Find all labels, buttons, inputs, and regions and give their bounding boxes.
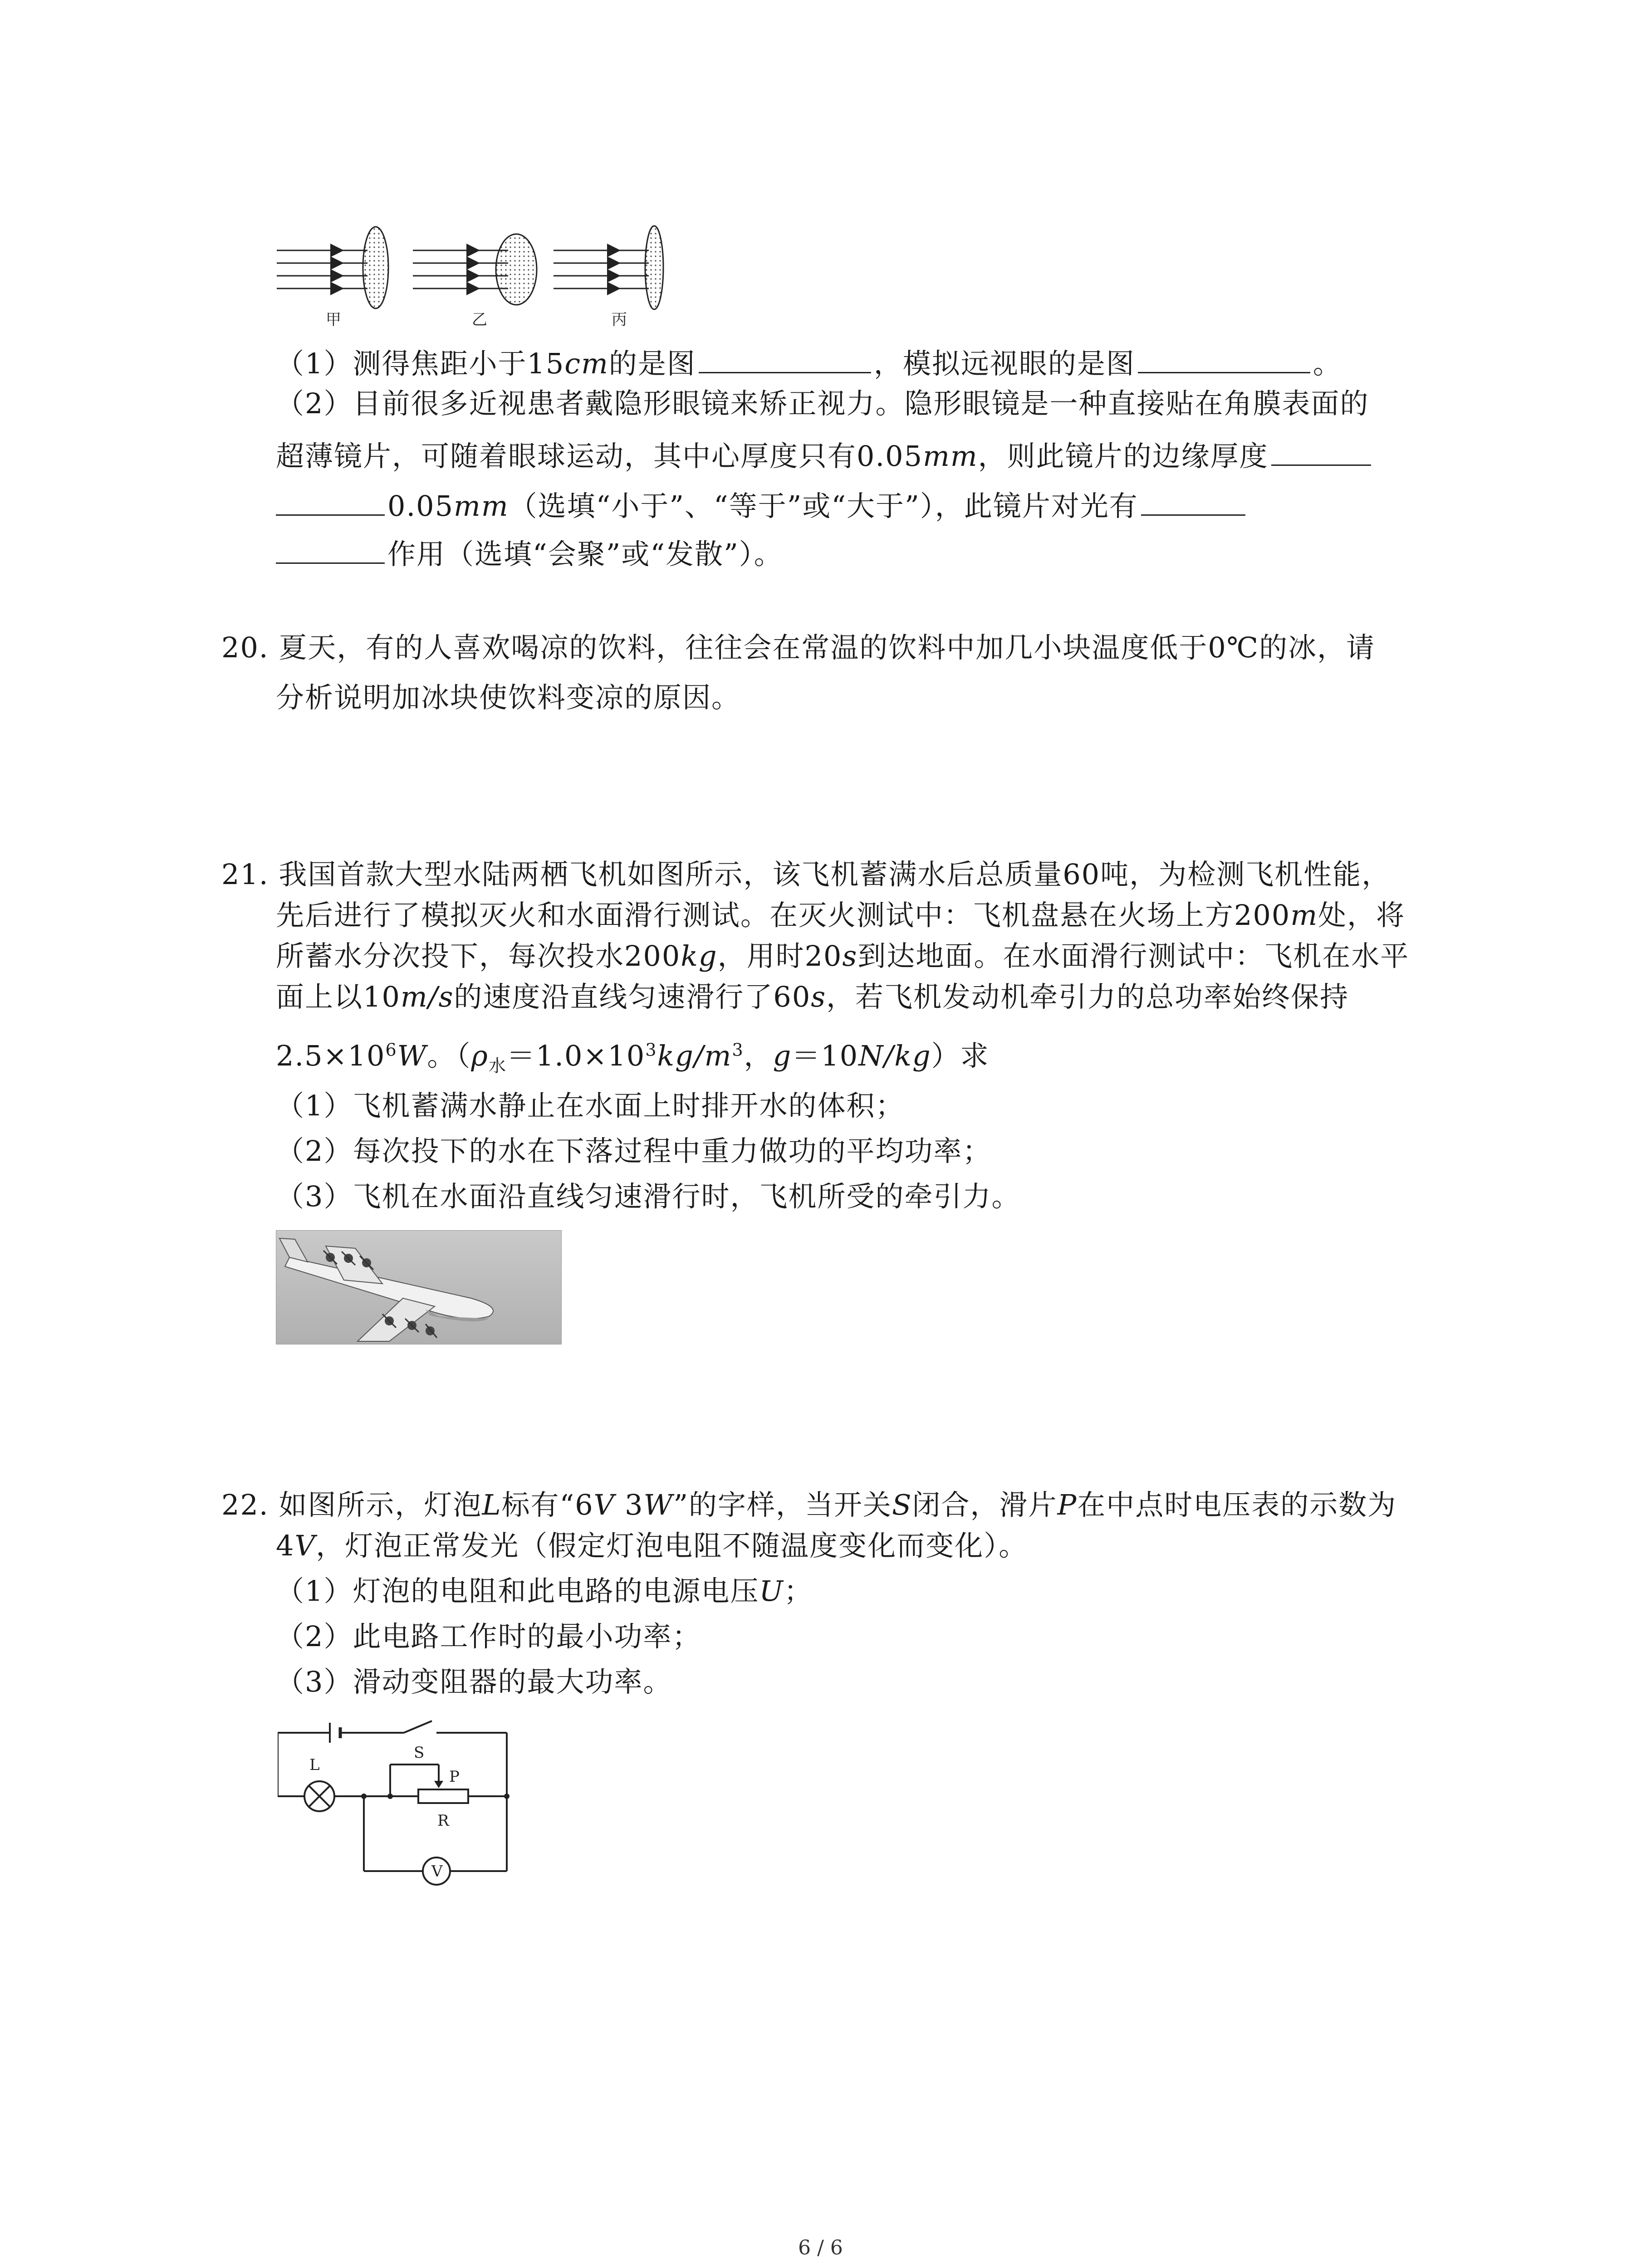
voltmeter-label: V — [431, 1862, 443, 1881]
lens-label-jia: 甲 — [326, 311, 341, 329]
switch-label: S — [414, 1744, 425, 1762]
q19-part2-line2: 超薄镜片，可随着眼球运动，其中心厚度只有0.05mm，则此镜片的边缘厚度 — [276, 433, 1374, 478]
answer-blank[interactable] — [276, 483, 385, 516]
q21-line2: 先后进行了模拟灭火和水面滑行测试。在灭火测试中：飞机盘悬在火场上方200m处，将 — [276, 899, 1406, 932]
q21-line3: 所蓄水分次投下，每次投水200kg，用时20s到达地面。在水面滑行测试中：飞机在水平 — [276, 939, 1410, 973]
q22-part2: （2）此电路工作时的最小功率； — [276, 1620, 701, 1653]
q22-number: 22. — [221, 1488, 269, 1521]
q19-part2-line4: 作用（选填“会聚”或“发散”）。 — [276, 531, 783, 576]
q21-part2: （2）每次投下的水在下落过程中重力做功的平均功率； — [276, 1134, 992, 1168]
circuit-diagram — [278, 1719, 514, 1896]
slider-label: P — [449, 1768, 460, 1786]
slider-arrow — [434, 1781, 443, 1788]
q20-line2: 分析说明加冰块使饮料变凉的原因。 — [276, 681, 741, 714]
answer-blank[interactable] — [1141, 483, 1245, 516]
q21-number: 21. — [221, 858, 269, 891]
page-number: 6 / 6 — [798, 2236, 843, 2259]
answer-blank[interactable] — [276, 531, 385, 564]
q19-part2-line3: 0.05mm（选填“小于”、“等于”或“大于”），此镜片对光有 — [276, 483, 1248, 528]
lens-label-bing: 丙 — [612, 311, 627, 329]
q22-line2: 4V，灯泡正常发光（假定灯泡电阻不随温度变化而变化）。 — [276, 1529, 1028, 1562]
q22-part1: （1）灯泡的电阻和此电路的电源电压U； — [276, 1574, 813, 1608]
rheostat-label: R — [437, 1812, 449, 1830]
airplane-photo — [276, 1230, 562, 1344]
answer-blank[interactable] — [699, 340, 871, 373]
answer-blank[interactable] — [1271, 433, 1371, 466]
q20-number: 20. — [221, 631, 269, 664]
q22-part3: （3）滑动变阻器的最大功率。 — [276, 1665, 672, 1698]
q19-part1: （1）测得焦距小于15cm的是图 ，模拟远视眼的是图 。 — [276, 340, 1342, 386]
lens-figure — [277, 222, 676, 336]
q21-part3: （3）飞机在水面沿直线匀速滑行时，飞机所受的牵引力。 — [276, 1180, 1021, 1213]
q21-line1: 21. 我国首款大型水陆两栖飞机如图所示，该飞机蓄满水后总质量60吨，为检测飞机性能， — [221, 858, 1391, 891]
answer-blank[interactable] — [1138, 340, 1310, 373]
q21-line4: 面上以10m/s的速度沿直线匀速滑行了60s，若飞机发动机牵引力的总功率始终保持 — [276, 980, 1349, 1013]
q21-line5: $2.5\times 10^6W$。（$\rho_水=1.0\times 10^3kg/m^3$，g＝10N/kg）求 — [276, 1039, 989, 1076]
lens-bing — [554, 226, 663, 309]
lens-yi — [413, 234, 537, 305]
switch-blade — [404, 1721, 432, 1733]
lens-label-yi: 乙 — [472, 311, 487, 329]
q19-part2-line1: （2）目前很多近视患者戴隐形眼镜来矫正视力。隐形眼镜是一种直接贴在角膜表面的 — [276, 387, 1369, 420]
q20-line1: 20. 夏天，有的人喜欢喝凉的饮料，往往会在常温的饮料中加几小块温度低于0℃的冰，请 — [221, 631, 1376, 664]
lamp-label: L — [309, 1756, 320, 1774]
q22-line1: 22. 如图所示，灯泡L标有“6V 3W”的字样，当开关S闭合，滑片P在中点时电压表的示数为 — [221, 1488, 1397, 1521]
q21-part1: （1）飞机蓄满水静止在水面上时排开水的体积； — [276, 1089, 905, 1122]
lens-jia — [277, 227, 388, 308]
